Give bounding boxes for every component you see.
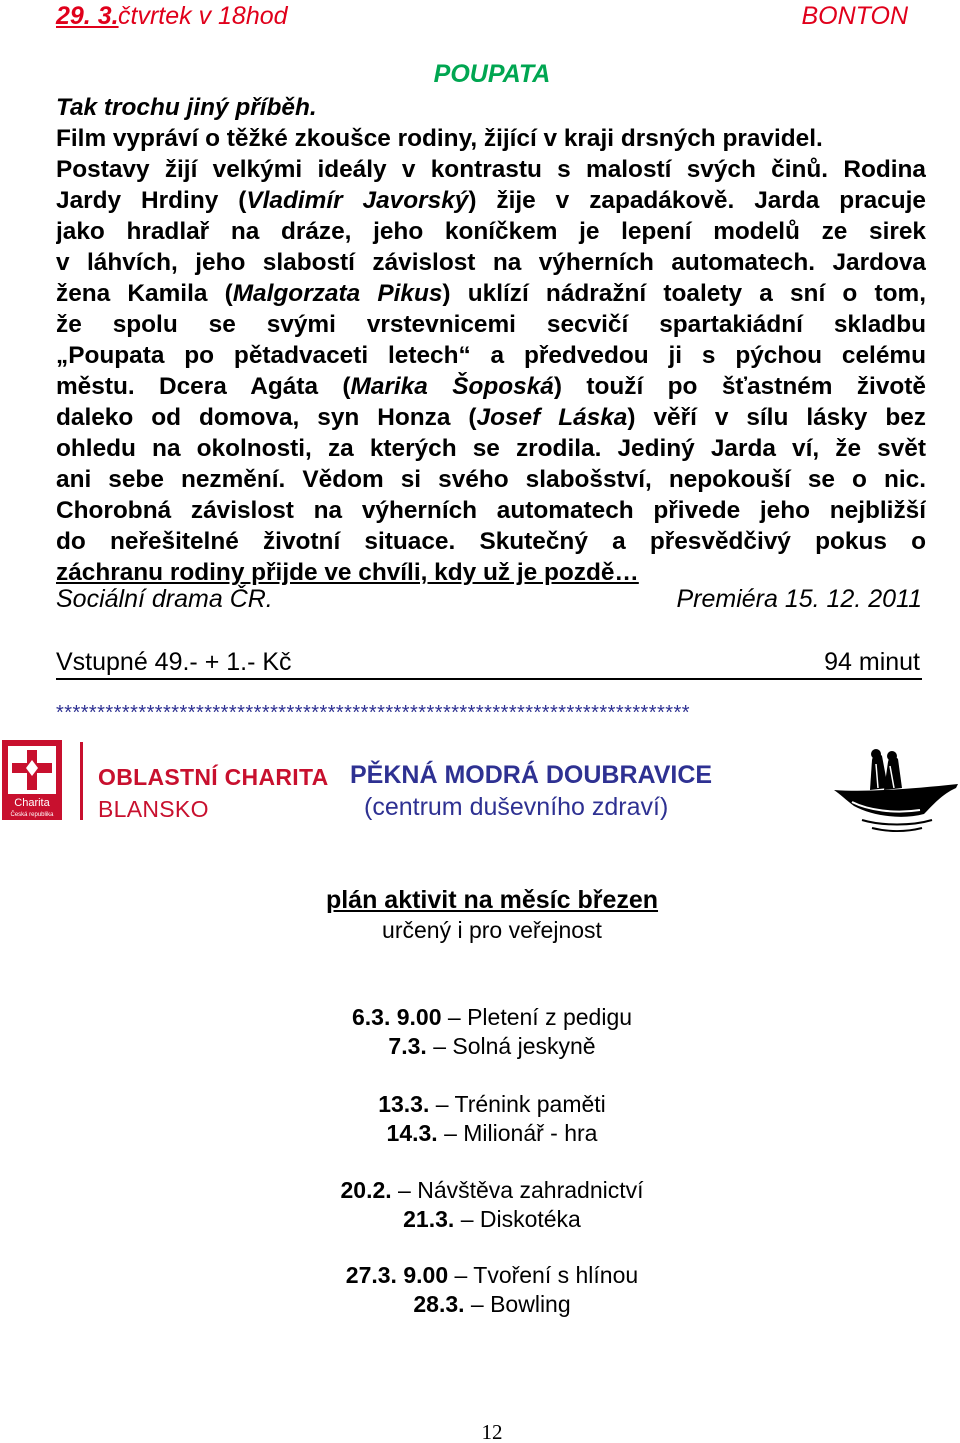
activity-name: – Bowling [470,1291,571,1317]
synopsis-line: „Poupata po pětadvaceti letech“ a předvedou ji s pýchou celému [56,342,926,369]
synopsis-line: ohledu na okolnosti, za kterých se zrodila. Jediný Jarda ví, že svět [56,435,926,462]
activity-name: – Solná jeskyně [433,1033,596,1059]
synopsis-line: v láhvích, jeho slabostí závislost na výherních automatech. Jardova [56,249,926,276]
film-title: POUPATA [433,60,551,88]
activity-date: 28.3. [413,1291,465,1317]
activity-name: – Návštěva zahradnictví [398,1177,644,1203]
ticket-price: Vstupné 49.- + 1.- Kč [56,648,292,676]
synopsis-line: žena Kamila (Malgorzata Pikus) uklízí nádražní toalety a sní o tom, [56,280,926,307]
activity-item [0,1004,960,1031]
event-venue: BONTON [801,2,908,30]
actor-name: Josef Láska [476,404,628,431]
star-separator: ***************************************************************************** [56,702,690,724]
film-genre: Sociální drama ČR. [56,585,273,613]
activity-name: – Pletení z pedigu [447,1004,633,1030]
actor-name: Vladimír Javorský [246,187,469,214]
activity-item [0,1120,960,1147]
activity-item [0,1033,960,1060]
actor-name: Marika Šoposká [350,373,554,400]
charita-city: BLANSKO [98,796,209,822]
org-subtitle: (centrum duševního zdraví) [364,793,669,821]
synopsis-line: záchranu rodiny přijde ve chvíli, kdy už je pozdě… [56,559,639,586]
activity-item [0,1262,960,1289]
price-row [56,648,922,680]
charita-logo-text: Charita [14,797,50,809]
synopsis-line: daleko od domova, syn Honza (Josef Láska) věří v sílu lásky bez [56,404,926,431]
synopsis-line: Postavy žijí velkými ideály v kontrastu s malostí svých činů. Rodina [56,156,926,183]
charita-divider [80,742,83,820]
activity-date: 7.3. [388,1033,427,1059]
film-premiere: Premiéra 15. 12. 2011 [676,585,922,613]
film-length: 94 minut [824,648,920,676]
actor-name: Malgorzata Pikus [232,280,443,307]
activity-item [0,1291,960,1318]
activity-name: – Tvoření s hlínou [454,1262,639,1288]
event-date: 29. 3. [56,2,119,30]
charita-name: OBLASTNÍ CHARITA [98,764,329,790]
activity-date: 27.3. 9.00 [345,1262,449,1288]
activity-date: 13.3. [378,1091,430,1117]
activity-item [0,1177,960,1204]
charita-logo-icon [2,740,62,820]
boat-figures-icon [832,746,960,836]
synopsis-line: Chorobná závislost na výherních automatech přivede jeho nejbližší [56,497,926,524]
plan-title: plán aktivit na měsíc březen [325,886,659,914]
charita-logo-subtext: Česká republika [10,812,54,818]
activity-name: – Milionář - hra [444,1120,598,1146]
page-number: 12 [481,1420,503,1443]
org-title: PĚKNÁ MODRÁ DOUBRAVICE [350,761,713,789]
activity-date: 20.2. [340,1177,392,1203]
synopsis-line: Film vypráví o těžké zkoušce rodiny, žijící v kraji drsných pravidel. [56,125,823,152]
activity-item [0,1206,960,1233]
film-synopsis [56,92,926,588]
activity-date: 14.3. [386,1120,438,1146]
synopsis-line: jako hradlař na dráze, jeho koníčkem je lepení modelů ze sirek [56,218,926,245]
synopsis-line: do neřešitelné životní situace. Skutečný a přesvědčivý pokus o [56,528,926,555]
synopsis-line: ani sebe nezmění. Vědom si svého slabošství, nepokouší se o nic. [56,466,926,493]
synopsis-line: městu. Dcera Agáta (Marika Šoposká) touží po šťastném životě [56,373,926,400]
activity-date: 6.3. 9.00 [351,1004,442,1030]
synopsis-line: že spolu se svými vrstevnicemi secvičí spartakiádní skladbu [56,311,926,338]
film-tagline: Tak trochu jiný příběh. [56,94,317,121]
synopsis-line: Jardy Hrdiny (Vladimír Javorský) žije v zapadákově. Jarda pracuje [56,187,926,214]
plan-subtitle: určený i pro veřejnost [382,917,602,943]
event-day-time: čtvrtek v 18hod [118,2,288,30]
activity-date: 21.3. [403,1206,455,1232]
activity-name: – Diskotéka [460,1206,581,1232]
activity-name: – Trénink paměti [435,1091,606,1117]
activity-item [0,1091,960,1118]
